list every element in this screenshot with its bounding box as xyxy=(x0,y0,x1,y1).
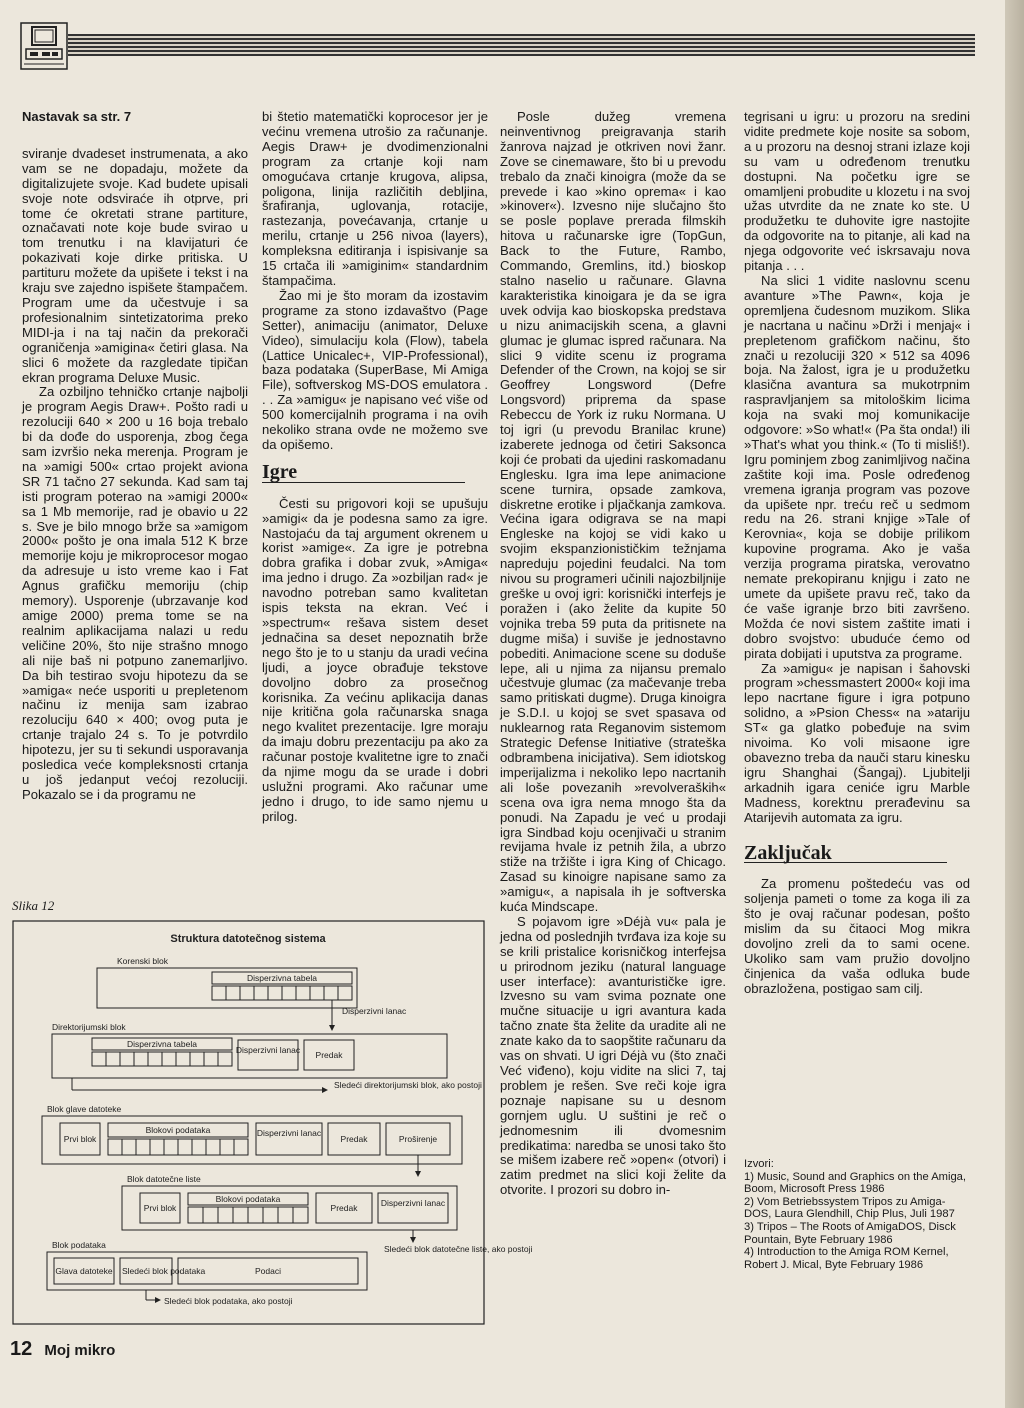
paragraph: Za promenu poštedeću vas od soljenja pameti o tome za koga ili za što je ovaj računar podesan, pošto mislim da su čitaoci Mog mikra dovoljno zreli da to sami ocene. Ukoliko sam vam pružio dovoljno činjenica da vaša odluka bude obrazložena, postigao sam cilj. xyxy=(744,876,970,996)
paragraph: Česti su prigovori koji se upušuju »amigi« da je podesna samo za igre. Nastojaću da taj argument okrenem u korist »amige«. Za igre je potrebna dobra grafika i dobar zvuk, »Amiga« ima jedno i drugo. Za »ozbiljan rad« je navodno potreban samo kvalitetan ispis teksta na ekran. Već i »spectrum« rešava sistem deset jednačina sa deset nepoznatih brže nego što je to u stanju da uradi većina ljudi, a joyce obrađuje tekstove dovoljno dobro za prosečnog korisnika. Za većinu aplikacija danas nije kritična gola računarska snaga nego kvalitet prezentacije. Igre moraju da imaju dobru prezentaciju pa ako za računar postoje kvalitetne igre to znači da njime mogu da se urade i dobri uslužni programi. Ako računar ume jedno i drugo, to ide samo njemu u prilog. xyxy=(262,495,488,824)
paragraph: S pojavom igre »Déjà vu« pala je jedna od poslednjih tvrđava iza koje su se krili pristalice korisničkog interfejsa u prirodnom jeziku (natural language user interface): avanturističke igre. Izvesno su vam svima poznate one mučne situacije u igri avantura kada tačno znate šta želite da uradite ali ne znate kako da to saopštite računaru da vas on shvati. U igri Déjà vu (što znači Već viđeno), koju vidite na slici 7, taj problem je rešen. Sve reči koje igra poznaje napisane su u desnom gornjem uglu. U suštini je reč o jednomesnim ili dvomesnim predikatima: naredba se unosi tako što se mišem izabere reč »open« (otvori) i zatim predmet na slici koji želite da otvorite. I prozori su dobro in- xyxy=(500,913,726,1198)
paragraph: Na slici 1 vidite naslovnu scenu avanture »The Pawn«, koja je opremljena čudesnom muzikom. Slika je nacrtana u načinu »Drži i menjaj« i prepletenom grafičkom načinu, što znači u rezoluciji 320 × 512 sa 4096 boja. Na žalost, igra je u produžetku klasična avantura sa mukotrpnim raspravljanjem sa mitološkim licima koja na svaki moj komunikacije odgovore: »So what!« (Pa šta onda!) ili »That's what you think.« (To ti misliš!). Igru pominjem zbog zanimljivog načina zaštite koji ima. Posle određenog vremena igranja program vas pozove da upišete npr. treću reč u sedmom redu na 26. strani knjige »Tale of Kerovnia«, koja se dobije prilikom kupovine programa. Ako je vaša verzija programa piratska, verovatno nemate prekopiranu knjigu i zato ne umete da upišete pravu reč, tako da će vaše igranje brzo biti završeno. Možda će novi sistem zaštite imati i dobro svojstvo: ubuduće ćemo od pirata dobijati i uputstva za programe. xyxy=(744,272,970,661)
filesystem-diagram xyxy=(12,920,533,1325)
magazine-name: Moj mikro xyxy=(44,1342,116,1359)
references-label: Izvori: xyxy=(744,1158,774,1170)
section-title-igre: Igre xyxy=(262,465,465,483)
paragraph: Za »amigu« je napisan i šahovski program »chessmastert 2000« koji ima lepo nacrtane figure i igra potpuno solidno, a »Psion Chess« na »atariju ST« ga glatko pobeđuje na svim nivoima. Ko voli misaone igre obavezno treba da nauči staru kinesku igru Shanghai (Šangaj). Ljubitelji arkadnih igara ceniće igru Marble Madness, korektnu prerađevinu sa Atarijevih automata za igru. xyxy=(744,660,970,825)
label-hashchain3: Disperzivni lanac xyxy=(256,1128,322,1138)
reference-item: 3) Tripos – The Roots of AmigaDOS, Disck Pountain, Byte February 1986 xyxy=(744,1220,956,1246)
label-extension: Proširenje xyxy=(398,1134,438,1144)
paragraph: tegrisani u igru: u prozoru na sredini vidite predmete koje nosite sa sobom, a u prozoru na desnoj strani izlaze koji su vam u određenom trenutku dostupni. Na početku igre se omamljeni probudite u klozetu i na svoj užas utvrdite da ne znate ko ste. U produžetku te duhovite igre nastojite da odgovorite na to pitanje, ali kad na njega odgovorite već iskrsavaju nova pitanja . . . xyxy=(744,109,970,274)
label-hash1: Disperzivna tabela xyxy=(247,973,317,983)
label-filelist: Blok datotečne liste xyxy=(127,1174,201,1184)
header-bar xyxy=(20,22,975,58)
column-2 xyxy=(262,110,488,825)
label-data: Podaci xyxy=(255,1266,281,1276)
label-nextdata: Sledeći blok podataka xyxy=(122,1266,206,1276)
label-fileheader: Blok glave datoteke xyxy=(47,1104,122,1114)
paragraph: Žao mi je što moram da izostavim programe za stono izdavaštvo (Page Setter), animaciju (animator, Deluxe Video), simulaciju kola (Flow), tabela (Lattice Unicalec+, VIP-Professional), baza podataka (SuperBase, Mi Amiga File), softverskog MS-DOS emulatora . . . Za »amigu« je napisano već više od 500 komercijalnih programa i na ovih nekoliko strana ovde ne možemo sve da opišemo. xyxy=(262,287,488,452)
header-stripes xyxy=(68,34,975,56)
continued-note: Nastavak sa str. 7 xyxy=(22,109,132,124)
column-3 xyxy=(500,110,726,1198)
label-dirblock: Direktorijumski blok xyxy=(52,1022,126,1032)
label-parent: Predak xyxy=(315,1050,343,1060)
label-first2: Prvi blok xyxy=(143,1203,177,1213)
references xyxy=(744,1158,968,1271)
diagram-title: Struktura datotečnog sistema xyxy=(170,933,326,945)
page-edge xyxy=(1005,0,1024,1408)
label-fhead: Glava datoteke xyxy=(55,1266,113,1276)
column-1 xyxy=(22,110,248,803)
page-number: 12 xyxy=(10,1338,33,1360)
reference-item: 2) Vom Betriebssystem Tripos zu Amiga-DOS, Laura Glendhill, Chip Plus, Juli 1987 xyxy=(744,1195,955,1221)
label-nextdir: Sledeći direktorijumski blok, ako postoji xyxy=(334,1080,482,1090)
label-datablocks: Blokovi podataka xyxy=(145,1125,211,1135)
paragraph: sviranje dvadeset instrumenata, a ako vam se ne dopadaju, možete da digitalizujete svoje. Kad budete upisali svoje note odsviraće ih otprve, pri tome će okretati strane partiture, označavati note koje bude svirao u tom trenutku i na klavijaturi će pokazivati koje dirke pritiska. U partituru možete da upišete i tekst i na kraju sve zajedno ispišete štampačem. Program ume da učestvuje i sa profesionalnim sintetizatorima preko MIDI-ja i na taj način da prekorači ograničenja »amigina« četiri glasa. Na slici 6 možete da razgledate tipičan ekran programa Deluxe Music. xyxy=(22,145,248,385)
label-first: Prvi blok xyxy=(63,1134,97,1144)
label-hashchain1: Disperzivni lanac xyxy=(342,1006,407,1016)
figure-caption: Slika 12 xyxy=(12,898,55,913)
section-title-zakljucak: Zaključak xyxy=(744,846,947,864)
paragraph: Za ozbiljno tehničko crtanje najbolji je program Aegis Draw+. Pošto radi u rezoluciji 640 × 200 u 16 boja trebalo bi da dođe do usporenja, zbog čega sam izvršio neka merenja. Program je na »amigi 500« crtao projekt aviona SR 71 tačno 27 sekunda. Kad sam taj isti program poterao na »amigi 2000« sa 1 Mb memorije, rad je obavio u 22 s. Sve je bilo mnogo brže sa »amigom 2000« pošto je ona imala 512 K brze memorije koju je mikroprocesor mogao da adresuje u isto vreme kao i Fat Agnus grafičku memoriju (chip memory). Usporenje (ubrzavanje kod amige 2000) prema tome se na realnim aplikacijama nalazi u redu veličine 20%, što nije strašno mnogo ali nije baš ni potpuno zanemarljivo. Da bih testirao svoju hipotezu da se »amiga« neće usporiti u prepletenom načinu iz menija sam izabrao rezoluciju 640 × 400; ovog puta je crtanje trajalo 24 s. To je potvrdilo hipotezu, jer su ti sekundi usporavanja posledica veće kompleksnosti crtanja u još jedanput većoj rezoluciji. Pokazalo se i da programu ne xyxy=(22,384,248,802)
paragraph: bi štetio matematički koprocesor jer je većinu vremena utrošio za računanje. Aegis Draw+ je dvodimenzionalni program za crtanje koji nam omogućava crtanje krugova, alipsa, poligona, linija različitih debljina, šrafiranja, uglovanja, rotacije, rastezanja, povećavanja, crtanje u merilu, crtanje u 256 nivoa (layers), kompleksna editiranja i ispisivanje sa 15 crtača ili »amiginim« standardnim štampačima. xyxy=(262,109,488,288)
label-root: Korenski blok xyxy=(117,956,169,966)
label-nextdata2: Sledeći blok podataka, ako postoji xyxy=(164,1296,293,1306)
column-4 xyxy=(744,110,970,997)
reference-item: 4) Introduction to the Amiga ROM Kernel, Robert J. Mical, Byte February 1986 xyxy=(744,1246,949,1271)
label-hashchain2: Disperzivni lanac xyxy=(235,1045,301,1055)
page-footer xyxy=(10,1338,115,1361)
computer-icon xyxy=(20,22,68,70)
label-parent3: Predak xyxy=(330,1203,358,1213)
reference-item: 1) Music, Sound and Graphics on the Amiga, Boom, Microsoft Press 1986 xyxy=(744,1170,967,1196)
paragraph: Posle dužeg vremena neinventivnog preigravanja starih žanrova najzad je otkriven novi žanr. Zove se cinemaware, što bi u prevodu trebalo da znači kinoigra (može da se prevede i kao »kino oprema« i kao »kinover«). Izvesno nije slučajno što se posle poplave prerada filmskih hitova u računarske igre (TopGun, Back to the Future, Rambo, Commando, Gremlins, itd.) bioskop stalno naselio u računare. Glavna karakteristika kinoigara je da se igra uvek odvija kao bioskopska predstava u nizu animacijskih scena, a glavni glumac je glumac ispred računara. Na slici 9 vidite scenu iz programa Defender of the Crown, na kojoj se sir Geoffrey Longsword (Defre Longsvord) pripremа da spase Rebeccu de York iz ruku Normana. U toj igri (u prevodu Branilac krune) izaberete jednoga od četiri Saksonca koji će probati da ujedini raskomadanu Englesku. Igra ima lepe animacione scene turnira, opsade zamkova, diskretne erotike i pljačkanja zamkova. Većina igara odigrava se na mapi Engleske na kojoj se vidi kako u svojim ekspanzionističkim težnjama napreduju pojedini feudalci. Na tom nivou su programeri učinili najozbiljnije greške u ovoj igri: korisnički interfejs je poražen i (ako želite da kupite 50 vojnika treba 59 puta da pritisnete na dugme miša) i suviše je jednostavno pobediti. Animacione scene su doduše lepe, ali u njima za nijansu premalo učestvuje glumac (za mačevanje treba samo pritiskati dugme). Druga kinoigra je S.D.I. u kojoj se svet spasava od nuklearnog rata Reganovim sistemom Strategic Defense Initiative (strateška odbrambena inicijativa). Sem idiotskog imperijalizma i nekoliko lepo nacrtanih ali loše povezanih »revolveraških« scena ova igra nema mnogo šta da ponudi. Na Zapadu je već u prodaji igra Sindbad koju ocenjivači u stranim revijama hvale iz petnih žila, a ubrzo stiže na tržište i igra King of Chicago. Zasad su kinoigre napisane samo za »amigu«, a napisala ih je softverska kuća Mindscape. xyxy=(500,109,726,915)
label-nextlist: Sledeći blok datotečne liste, ako postoji xyxy=(384,1244,533,1254)
label-hashchain4: Disperzivni lanac xyxy=(380,1198,446,1208)
label-hash2: Disperzivna tabela xyxy=(127,1039,197,1049)
label-parent2: Predak xyxy=(340,1134,368,1144)
label-datablock: Blok podataka xyxy=(52,1240,106,1250)
label-datablocks2: Blokovi podataka xyxy=(215,1194,281,1204)
